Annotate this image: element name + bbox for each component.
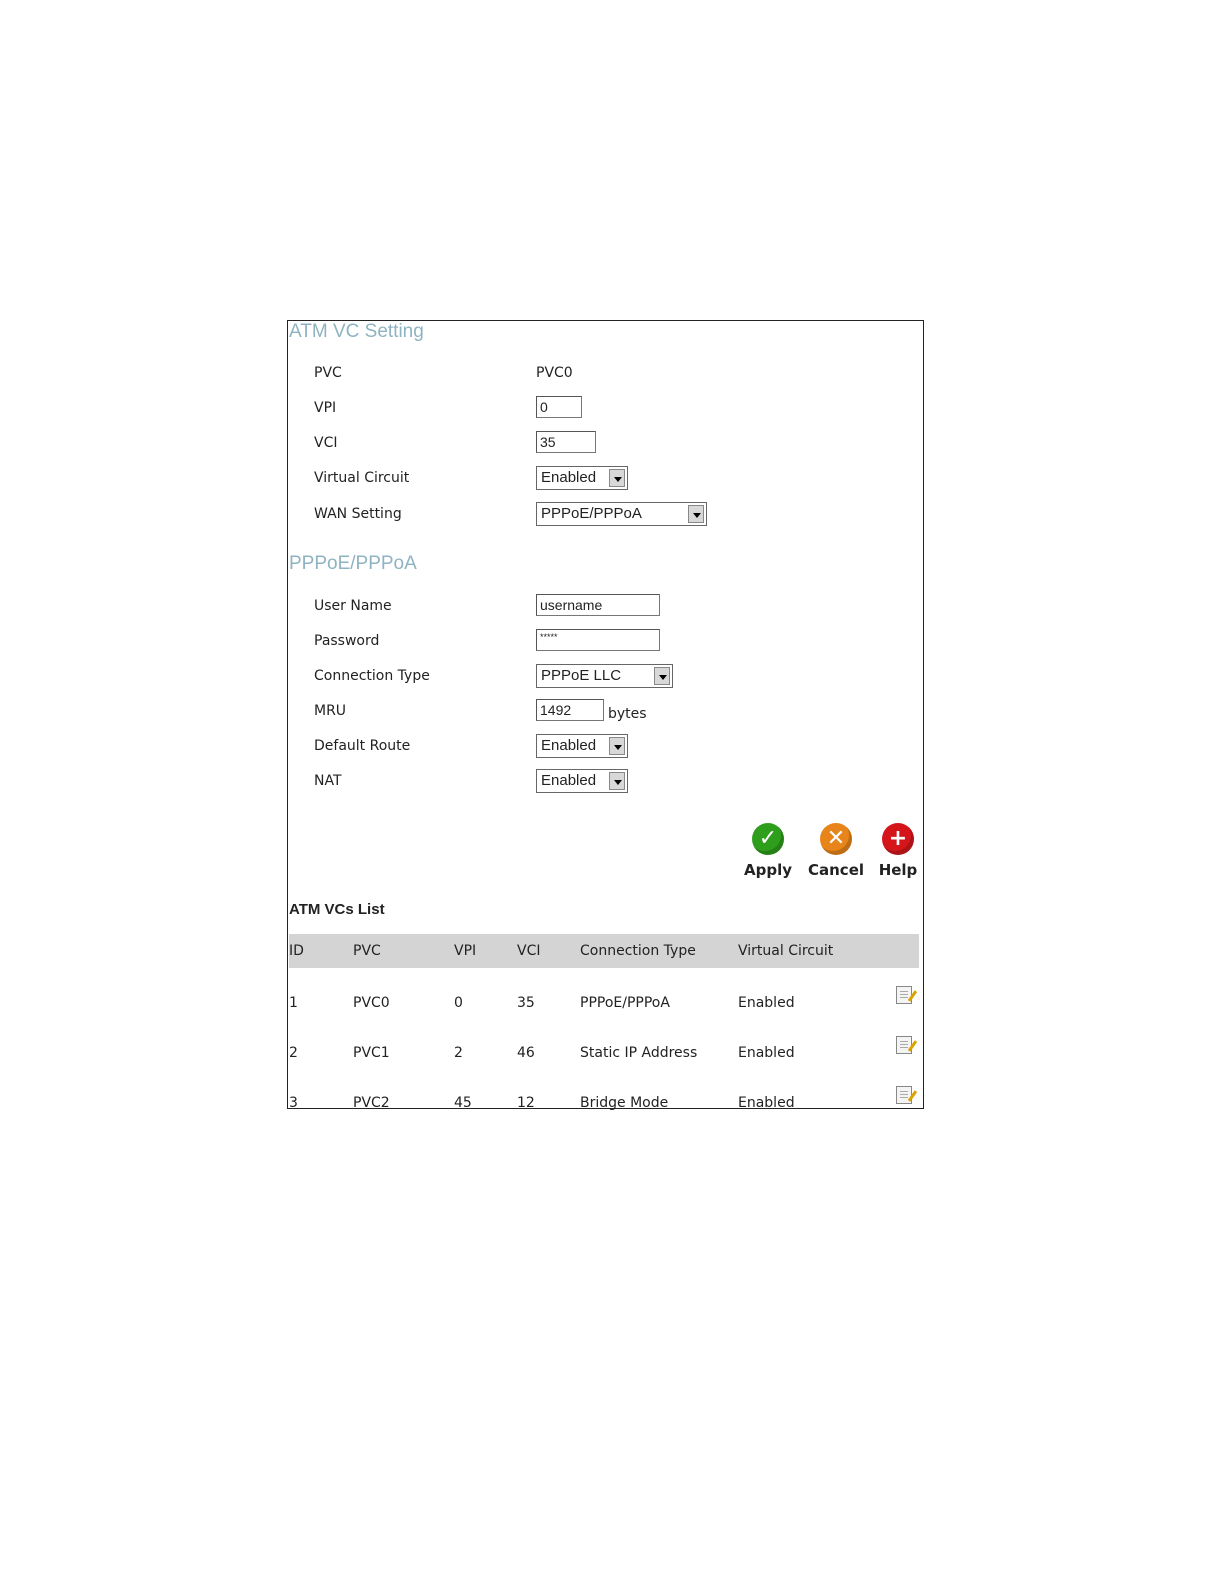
wan-setting-select[interactable] [536, 502, 707, 526]
cancel-button[interactable] [808, 823, 864, 879]
table-row [289, 1068, 919, 1118]
row-virtual-circuit: Enabled [738, 1045, 795, 1061]
row-pvc: PVC1 [353, 1045, 390, 1061]
row-vpi: 45 [454, 1095, 472, 1111]
mru-input[interactable]: 1492 [536, 699, 604, 721]
chevron-down-icon[interactable] [609, 737, 625, 755]
chevron-down-icon[interactable] [654, 667, 670, 685]
vci-label: VCI [314, 435, 338, 451]
edit-icon[interactable] [896, 1036, 912, 1054]
wan-setting-label: WAN Setting [314, 506, 402, 522]
table-row [289, 1018, 919, 1068]
wan-setting-selected: PPPoE/PPPoA [541, 505, 642, 522]
password-label: Password [314, 633, 380, 649]
table-row [289, 968, 919, 1018]
header-virtual-circuit: Virtual Circuit [738, 943, 834, 959]
mru-unit: bytes [608, 706, 647, 722]
header-connection-type: Connection Type [580, 943, 696, 959]
apply-button[interactable] [743, 823, 793, 879]
row-connection-type: Bridge Mode [580, 1095, 669, 1111]
default-route-label: Default Route [314, 738, 411, 754]
row-pvc: PVC2 [353, 1095, 390, 1111]
close-icon: ✕ [820, 823, 852, 855]
row-pvc: PVC0 [353, 995, 390, 1011]
checkmark-icon: ✓ [752, 823, 784, 855]
chevron-down-icon[interactable] [609, 772, 625, 790]
row-vpi: 2 [454, 1045, 463, 1061]
atm-vcs-table [289, 934, 919, 1118]
user-name-label: User Name [314, 598, 392, 614]
row-virtual-circuit: Enabled [738, 1095, 795, 1111]
pvc-value: PVC0 [536, 365, 573, 381]
header-pvc: PVC [353, 943, 381, 959]
row-connection-type: Static IP Address [580, 1045, 698, 1061]
nat-label: NAT [314, 773, 342, 789]
row-vci: 35 [517, 995, 535, 1011]
chevron-down-icon[interactable] [688, 505, 704, 523]
connection-type-selected: PPPoE LLC [541, 667, 622, 684]
vpi-label: VPI [314, 400, 337, 416]
edit-icon[interactable] [896, 986, 912, 1004]
header-vpi: VPI [454, 943, 477, 959]
header-vci: VCI [517, 943, 541, 959]
table-header [289, 934, 919, 968]
atm-vc-setting-title: ATM VC Setting [289, 321, 424, 342]
row-id: 3 [289, 1095, 298, 1111]
plus-icon: + [882, 823, 914, 855]
row-vci: 12 [517, 1095, 535, 1111]
atm-vc-setting-panel [287, 320, 924, 1109]
nat-selected: Enabled [541, 772, 597, 789]
help-label: Help [878, 861, 918, 879]
connection-type-select[interactable] [536, 664, 673, 688]
row-virtual-circuit: Enabled [738, 995, 795, 1011]
cancel-label: Cancel [808, 861, 865, 879]
vpi-input[interactable]: 0 [536, 396, 582, 418]
vci-input[interactable]: 35 [536, 431, 596, 453]
row-vci: 46 [517, 1045, 535, 1061]
pvc-label: PVC [314, 365, 342, 381]
row-id: 1 [289, 995, 298, 1011]
row-connection-type: PPPoE/PPPoA [580, 995, 670, 1011]
header-id: ID [289, 943, 304, 959]
password-input[interactable]: ***** [536, 629, 660, 651]
row-vpi: 0 [454, 995, 463, 1011]
virtual-circuit-label: Virtual Circuit [314, 470, 410, 486]
edit-icon[interactable] [896, 1086, 912, 1104]
pppoe-title: PPPoE/PPPoA [289, 553, 417, 574]
nat-select[interactable] [536, 769, 628, 793]
virtual-circuit-selected: Enabled [541, 469, 597, 486]
apply-label: Apply [743, 861, 792, 879]
atm-vcs-list-title: ATM VCs List [289, 901, 385, 918]
virtual-circuit-select[interactable] [536, 466, 628, 490]
default-route-selected: Enabled [541, 737, 597, 754]
connection-type-label: Connection Type [314, 668, 430, 684]
mru-label: MRU [314, 703, 347, 719]
user-name-input[interactable]: username [536, 594, 660, 616]
help-button[interactable] [878, 823, 918, 879]
default-route-select[interactable] [536, 734, 628, 758]
chevron-down-icon[interactable] [609, 469, 625, 487]
row-id: 2 [289, 1045, 298, 1061]
